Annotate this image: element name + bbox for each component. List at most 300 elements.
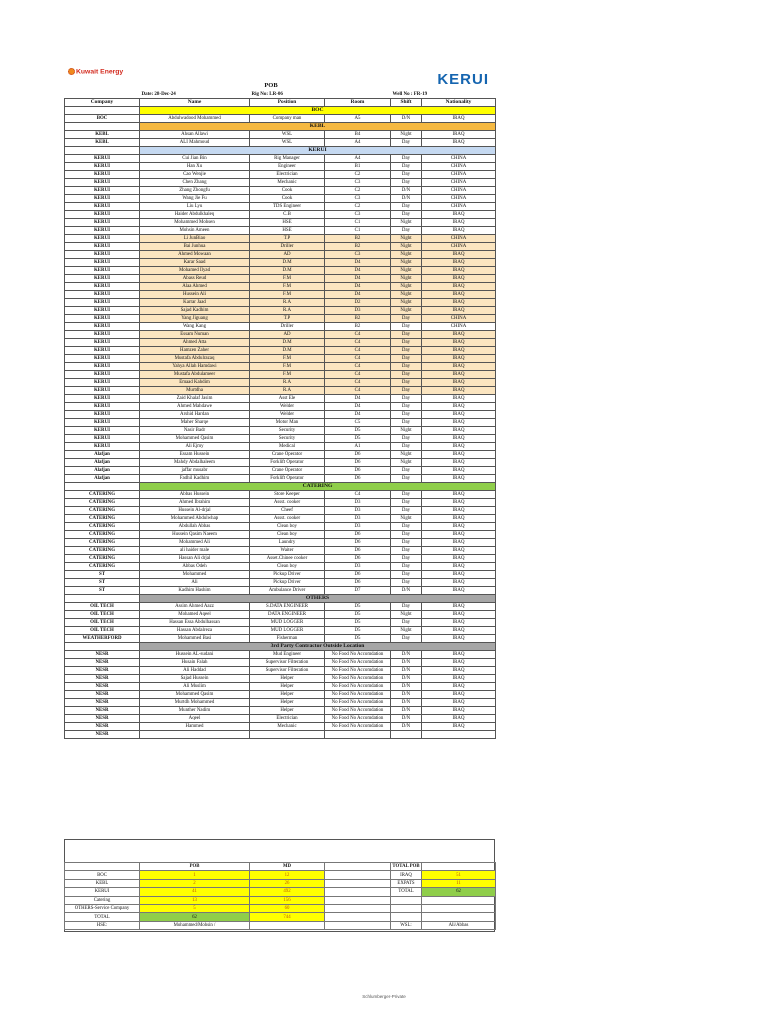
cell-room: No Food No Accomdation [325,715,391,723]
cell-shift: Night [391,307,422,315]
summary-cell [391,904,422,912]
cell-shift: Night [391,275,422,283]
cell-name: Fadhil Kadhim [140,475,250,483]
summary-row [65,913,496,921]
cell-nationality: IRAQ [422,267,496,275]
table-row [65,251,496,259]
section-blank [65,595,140,603]
table-row [65,403,496,411]
cell-name: Murtdh Mohammed [140,699,250,707]
summary-header: POB [140,863,250,871]
cell-shift: D/N [391,115,422,123]
cell-room: C4 [325,387,391,395]
summary-row [65,896,496,904]
cell-name: Essam Numan [140,331,250,339]
cell-nationality: IRAQ [422,603,496,611]
summary-cell [325,888,391,896]
cell-position: R.A [250,379,325,387]
cell-shift: D/N [391,195,422,203]
table-row [65,579,496,587]
cell-position: Cook [250,187,325,195]
cell-name: Abass Reud [140,275,250,283]
table-row [65,459,496,467]
table-row [65,283,496,291]
table-row [65,619,496,627]
cell-shift: Day [391,507,422,515]
table-row [65,451,496,459]
cell-position: Pickup Driver [250,571,325,579]
cell-position: HSE [250,219,325,227]
cell-shift: Day [391,363,422,371]
summary-cell: 12 [250,871,325,879]
cell-name: Mustafa Abdulameer [140,371,250,379]
cell-position: Motor Man [250,419,325,427]
table-row [65,691,496,699]
cell-name: Sajad Kadhim [140,307,250,315]
cell-name: Mohamed Ilyad [140,267,250,275]
table-row [65,315,496,323]
cell-nationality: IRAQ [422,355,496,363]
cell-nationality: IRAQ [422,419,496,427]
cell-company: CATERING [65,515,140,523]
table-row [65,211,496,219]
cell-shift: Night [391,131,422,139]
table-row [65,187,496,195]
cell-name: Ali Muslim [140,683,250,691]
kuwait-energy-logo: Kuwait Energy [67,68,123,75]
cell-position: WSL [250,139,325,147]
cell-shift: Day [391,395,422,403]
cell-company: NESR [65,691,140,699]
cell-name: Yahya Allah Hamdawi [140,363,250,371]
cell-room: A5 [325,115,391,123]
cell-position: D.M [250,259,325,267]
cell-company: KERUI [65,171,140,179]
table-row [65,155,496,163]
cell-room: D4 [325,267,391,275]
cell-name: Abdulwadood Mohammed [140,115,250,123]
summary-cell: Ali/Abbas [422,921,496,929]
cell-nationality: IRAQ [422,499,496,507]
cell-name: Abdullah Abbas [140,523,250,531]
cell-position: DATA ENGINEER [250,611,325,619]
cell-room: C4 [325,331,391,339]
cell-room: D5 [325,627,391,635]
cell-position: Fisherman [250,635,325,643]
cell-nationality: CHINA [422,163,496,171]
cell-nationality: CHINA [422,195,496,203]
cell-position: MUD LOGGER [250,619,325,627]
cell-company: KERUI [65,387,140,395]
cell-position: C.B [250,211,325,219]
cell-company: KERUI [65,427,140,435]
cell-shift: Night [391,459,422,467]
cell-company: ST [65,571,140,579]
cell-shift: Night [391,251,422,259]
cell-nationality: IRAQ [422,675,496,683]
table-row [65,363,496,371]
cell-name: Ahsan Allawi [140,131,250,139]
gear-icon [68,68,75,75]
cell-shift: Day [391,227,422,235]
summary-cell [325,896,391,904]
cell-company: OIL TECH [65,627,140,635]
cell-position: Ambulance Driver [250,587,325,595]
cell-shift: Night [391,219,422,227]
cell-company: KERUI [65,187,140,195]
cell-nationality: IRAQ [422,139,496,147]
cell-room: C4 [325,355,391,363]
table-row [65,571,496,579]
table-row [65,379,496,387]
cell-nationality: IRAQ [422,563,496,571]
cell-nationality: IRAQ [422,611,496,619]
pob-sheet [64,62,495,932]
cell-company: CATERING [65,523,140,531]
cell-nationality: IRAQ [422,299,496,307]
cell-shift: D/N [391,651,422,659]
cell-nationality: IRAQ [422,523,496,531]
cell-room: D3 [325,515,391,523]
cell-room: D6 [325,451,391,459]
cell-name: Ahmed Mahdawe [140,403,250,411]
cell-name: Kadhim Hashim [140,587,250,595]
cell-position: Driller [250,243,325,251]
cell-name: Aqeel [140,715,250,723]
table-row [65,395,496,403]
section-blank [65,107,140,115]
cell-nationality: IRAQ [422,331,496,339]
cell-position: R.A [250,307,325,315]
cell-room: B1 [325,163,391,171]
summary-table [64,862,496,930]
cell-room: C1 [325,219,391,227]
cell-company: NESR [65,675,140,683]
cell-nationality: IRAQ [422,659,496,667]
cell-position: Helper [250,699,325,707]
cell-position: Engineer [250,163,325,171]
summary-row [65,904,496,912]
section-title: CATERING [140,483,496,491]
cell-nationality: CHINA [422,187,496,195]
cell-position: Welder [250,411,325,419]
section-header [65,107,496,115]
cell-shift: D/N [391,587,422,595]
cell-shift [391,731,422,739]
cell-name: Mahdy Abdalhaleem [140,459,250,467]
table-row [65,387,496,395]
cell-position: Mechanic [250,723,325,731]
cell-company: KEBL [65,139,140,147]
cell-shift: Day [391,155,422,163]
cell-company: KERUI [65,283,140,291]
cell-shift: Day [391,491,422,499]
cell-name: Alaa Ahmed [140,283,250,291]
cell-company: KERUI [65,339,140,347]
cell-name: Karrar Jaad [140,299,250,307]
cell-name: Ali [140,579,250,587]
cell-room: C2 [325,171,391,179]
table-row [65,235,496,243]
cell-name: Sajad Hussein [140,675,250,683]
cell-nationality: IRAQ [422,115,496,123]
cell-room: C1 [325,227,391,235]
cell-company: KERUI [65,291,140,299]
cell-name: Bai Junhua [140,243,250,251]
cell-position: T.P [250,235,325,243]
cell-company: NESR [65,707,140,715]
table-row [65,243,496,251]
cell-room: C5 [325,419,391,427]
cell-shift: Day [391,619,422,627]
cell-company: NESR [65,683,140,691]
cell-nationality: IRAQ [422,531,496,539]
summary-cell: 744 [250,913,325,921]
cell-nationality: IRAQ [422,515,496,523]
cell-position: S.DATA ENGINEER [250,603,325,611]
cell-name: Cui Jian Bin [140,155,250,163]
table-row [65,339,496,347]
summary-cell: KEBL [65,879,140,887]
cell-company: CATERING [65,547,140,555]
cell-nationality: IRAQ [422,283,496,291]
section-header [65,595,496,603]
section-header [65,147,496,155]
cell-nationality: IRAQ [422,507,496,515]
summary-cell: OTHERS-Service Company [65,904,140,912]
cell-shift: Night [391,259,422,267]
cell-nationality: IRAQ [422,387,496,395]
cell-position: Driller [250,323,325,331]
cell-position: Helper [250,707,325,715]
cell-nationality: IRAQ [422,395,496,403]
cell-name: Ali Haddad [140,667,250,675]
cell-room: D4 [325,403,391,411]
summary-cell: 26 [250,879,325,887]
cell-nationality: IRAQ [422,347,496,355]
table-row [65,427,496,435]
cell-position: F.M [250,371,325,379]
cell-room: B2 [325,235,391,243]
cell-name: Hammed [140,723,250,731]
cell-room: D3 [325,563,391,571]
cell-position: Helper [250,683,325,691]
table-row [65,651,496,659]
cell-position: F.M [250,355,325,363]
cell-room: D3 [325,499,391,507]
cell-shift: Day [391,331,422,339]
cell-name: Karar Saad [140,259,250,267]
summary-cell [250,921,325,929]
cell-room: C2 [325,203,391,211]
cell-room: D4 [325,275,391,283]
cell-room: D4 [325,283,391,291]
cell-name [140,731,250,739]
cell-nationality [422,731,496,739]
section-blank [65,147,140,155]
cell-shift: D/N [391,691,422,699]
cell-name: Ahmed Atta [140,339,250,347]
cell-shift: Day [391,475,422,483]
cell-shift: D/N [391,723,422,731]
cell-position: Helper [250,691,325,699]
cell-shift: Day [391,315,422,323]
summary-header: MD [250,863,325,871]
cell-shift: D/N [391,659,422,667]
table-row [65,491,496,499]
cell-name: Zaid Khalaf Jasim [140,395,250,403]
cell-position: Supervisor Filteration [250,659,325,667]
cell-name: Hassan Abdalreza [140,627,250,635]
summary-cell: 62 [140,913,250,921]
cell-position: Pickup Driver [250,579,325,587]
cell-company: KERUI [65,251,140,259]
table-row [65,635,496,643]
cell-shift: Day [391,635,422,643]
info-row [65,91,496,99]
table-row [65,307,496,315]
cell-position: Rig Manager [250,155,325,163]
summary-cell: 5 [140,904,250,912]
summary-cell: 492 [250,888,325,896]
cell-room: No Food No Accomdation [325,723,391,731]
cell-nationality: IRAQ [422,275,496,283]
cell-room: C3 [325,211,391,219]
cell-shift: Day [391,379,422,387]
cell-name: Han Xu [140,163,250,171]
cell-position: Clean boy [250,563,325,571]
cell-nationality: IRAQ [422,435,496,443]
cell-nationality: IRAQ [422,363,496,371]
cell-room: No Food No Accomdation [325,699,391,707]
cell-room: C4 [325,491,391,499]
cell-company: OIL TECH [65,603,140,611]
cell-room: B2 [325,243,391,251]
cell-company: KERUI [65,163,140,171]
cell-name: Ali Ejmy [140,443,250,451]
cell-nationality: IRAQ [422,579,496,587]
cell-position: Forklift Operator [250,459,325,467]
summary-cell: 1 [140,871,250,879]
cell-company: NESR [65,731,140,739]
cell-position: D.M [250,347,325,355]
summary-row [65,888,496,896]
cell-room: D2 [325,299,391,307]
cell-nationality: CHINA [422,155,496,163]
cell-name: Nasir Badr [140,427,250,435]
cell-company: KERUI [65,347,140,355]
cell-shift: Day [391,339,422,347]
summary-cell: Catering [65,896,140,904]
cell-room: No Food No Accomdation [325,707,391,715]
cell-room: D6 [325,579,391,587]
cell-room: D6 [325,539,391,547]
cell-shift: Day [391,347,422,355]
table-row [65,411,496,419]
cell-nationality: IRAQ [422,707,496,715]
cell-nationality: CHINA [422,179,496,187]
cell-shift: D/N [391,187,422,195]
cell-company: KERUI [65,411,140,419]
cell-name: Abbas Odeh [140,563,250,571]
cell-nationality: IRAQ [422,683,496,691]
table-row [65,539,496,547]
summary-cell: 13 [140,896,250,904]
blank-cell [65,91,140,99]
cell-name: Wang Kang [140,323,250,331]
cell-position: Security [250,427,325,435]
cell-position: Mud Engineer [250,651,325,659]
cell-company: KERUI [65,315,140,323]
cell-name: Assim Ahmed Aazz [140,603,250,611]
cell-position: Clean boy [250,531,325,539]
cell-nationality: IRAQ [422,211,496,219]
cell-company: KERUI [65,267,140,275]
table-row [65,523,496,531]
cell-room: D3 [325,523,391,531]
cell-shift: D/N [391,707,422,715]
cell-shift: Night [391,243,422,251]
cell-room: No Food No Accomdation [325,667,391,675]
table-row [65,115,496,123]
cell-position: Company man [250,115,325,123]
cell-position: Cheef [250,507,325,515]
cell-shift: Day [391,139,422,147]
cell-position: Assst. cooker [250,499,325,507]
cell-name: Haider Abdulkhaleq [140,211,250,219]
cell-nationality: IRAQ [422,379,496,387]
cell-company: KERUI [65,331,140,339]
cell-room: B2 [325,323,391,331]
cell-room: D3 [325,507,391,515]
cell-nationality: IRAQ [422,339,496,347]
table-row [65,587,496,595]
table-row [65,435,496,443]
table-row [65,203,496,211]
summary-row [65,879,496,887]
cell-name: Hussein AL-sudani [140,651,250,659]
cell-nationality: IRAQ [422,547,496,555]
cell-position: Crane Operator [250,467,325,475]
cell-nationality: IRAQ [422,555,496,563]
cell-position: Asset.Chinee cooker [250,555,325,563]
cell-company: KERUI [65,219,140,227]
cell-position: F.M [250,275,325,283]
cell-room: No Food No Accomdation [325,691,391,699]
summary-cell: KERUI [65,888,140,896]
summary-cell: WSL: [391,921,422,929]
cell-company: NESR [65,659,140,667]
cell-position: Supervisor Filteration [250,667,325,675]
table-row [65,475,496,483]
cell-nationality: IRAQ [422,627,496,635]
section-header [65,483,496,491]
summary-cell: TOTAL [65,913,140,921]
cell-shift: Night [391,627,422,635]
section-title: OTHERS [140,595,496,603]
cell-nationality: IRAQ [422,227,496,235]
cell-shift: Night [391,267,422,275]
cell-company: CATERING [65,563,140,571]
cell-position: Medical [250,443,325,451]
cell-room: No Food No Accomdation [325,659,391,667]
column-header: Room [325,99,391,107]
cell-nationality: IRAQ [422,571,496,579]
table-row [65,299,496,307]
cell-room: D6 [325,547,391,555]
cell-company: NESR [65,715,140,723]
cell-company: KERUI [65,195,140,203]
